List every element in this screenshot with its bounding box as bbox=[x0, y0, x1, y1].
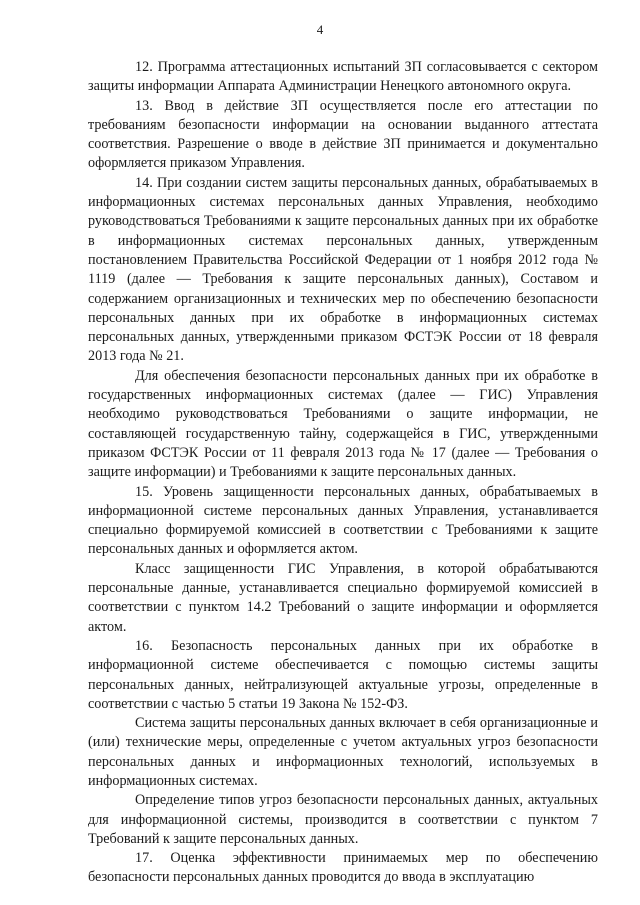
paragraph-15: 15. Уровень защищенности персональных данных, обрабатываемых в информационной системе персональных данных Управления, устанавливается специально формируемой комиссией в соответствии с Требованиями к защите персональных данных и оформляется актом. bbox=[88, 483, 598, 558]
paragraph-16: 16. Безопасность персональных данных при их обработке в информационной системе обеспечивается с помощью системы защиты персональных данных, нейтрализующей актуальные угрозы, определенные в соответствии с частью 5 статьи 19 Закона № 152-ФЗ. bbox=[88, 637, 598, 712]
paragraph-14: 14. При создании систем защиты персональных данных, обрабатываемых в информационных системах персональных данных Управления, необходимо руководствоваться Требованиями к защите персональных данных при их обработке в информационных системах персональных данных, утвержденным постановлением Правительства Российской Федерации от 1 ноября 2012 года № 1119 (далее — Требования к защите персональных данных), Составом и содержанием организационных и технических мер по обеспечению безопасности персональных данных при их обработке в информационных системах персональных данных, утвержденными приказом ФСТЭК России от 18 февраля 2013 года № 21. bbox=[88, 174, 598, 365]
paragraph-17: 17. Оценка эффективности принимаемых мер по обеспечению безопасности персональных данных проводится до ввода в эксплуатацию bbox=[88, 850, 598, 886]
page-number: 4 bbox=[316, 22, 324, 37]
paragraph-12: 12. Программа аттестационных испытаний ЗП согласовывается с сектором защиты информации Аппарата Администрации Ненецкого автономного округа. bbox=[88, 59, 598, 95]
paragraph-16-threats: Определение типов угроз безопасности персональных данных, актуальных для информационной системы, производится в соответствии с пунктом 7 Требований к защите персональных данных. bbox=[88, 792, 598, 847]
paragraph-13: 13. Ввод в действие ЗП осуществляется после его аттестации по требованиям безопасности информации на основании выданного аттестата соответствия. Разрешение о вводе в действие ЗП принимается и документально оформляется приказом Управления. bbox=[88, 97, 598, 172]
paragraph-16-system: Система защиты персональных данных включает в себя организационные и (или) технические меры, определенные с учетом актуальных угроз безопасности персональных данных и информационных технологий, используемых в информационных системах. bbox=[88, 715, 598, 789]
paragraph-15-class: Класс защищенности ГИС Управления, в которой обрабатываются персональные данные, устанавливается специально формируемой комиссией в соответствии с пунктом 14.2 Требований о защите информации и оформляется актом. bbox=[88, 560, 598, 635]
document-body bbox=[88, 58, 598, 888]
paragraph-14-gis: Для обеспечения безопасности персональных данных при их обработке в государственных информационных системах (далее — ГИС) Управления необходимо руководствоваться Требованиями о защите информации, не составляющей государственную тайну, содержащейся в ГИС, утвержденными приказом ФСТЭК России от 11 февраля 2013 года № 17 (далее — Требования о защите информации) и Требованиями к защите персональных данных. bbox=[88, 367, 598, 481]
